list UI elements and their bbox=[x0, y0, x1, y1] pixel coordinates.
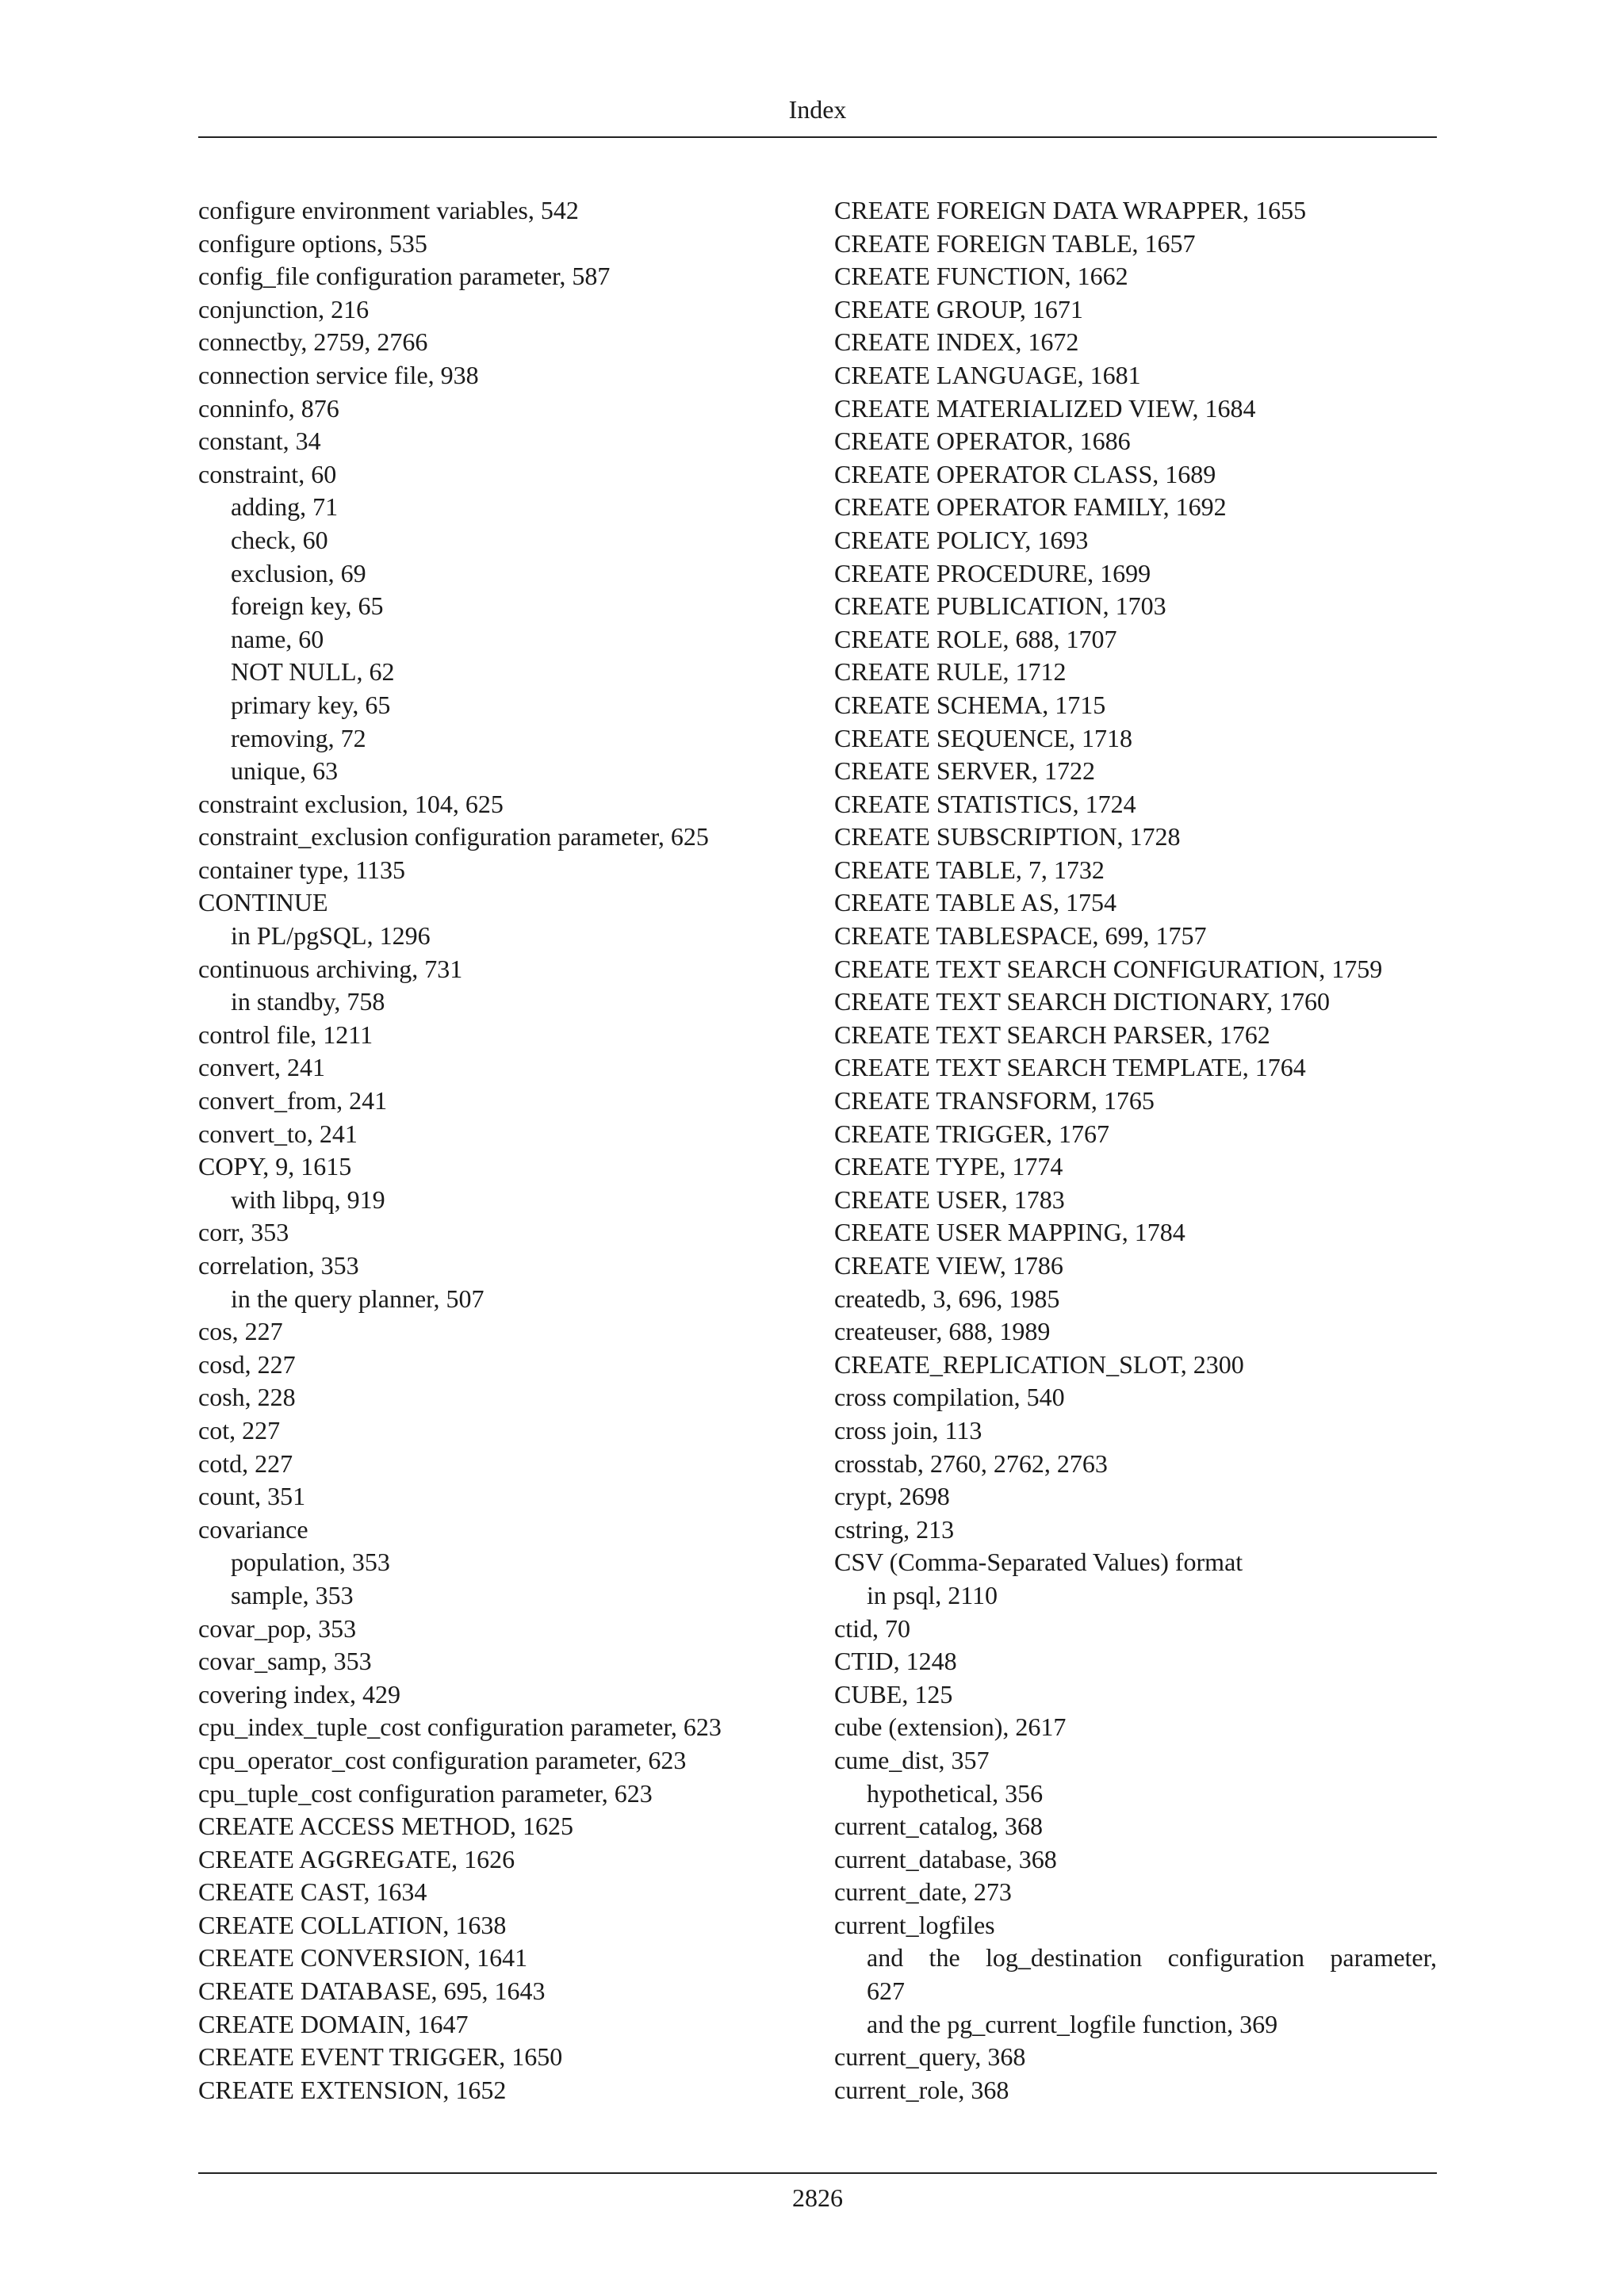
index-entry: count, 351 bbox=[198, 1482, 306, 1511]
index-subentry: in standby, 758 bbox=[231, 987, 385, 1016]
index-entry: correlation, 353 bbox=[198, 1251, 359, 1280]
index-entry: corr, 353 bbox=[198, 1218, 289, 1247]
index-entry: CREATE TEXT SEARCH TEMPLATE, 1764 bbox=[834, 1053, 1306, 1082]
index-entry: CONTINUE bbox=[198, 888, 328, 917]
index-entry: CREATE USER, 1783 bbox=[834, 1184, 1065, 1214]
index-entry: CREATE CAST, 1634 bbox=[198, 1877, 427, 1907]
index-entry: cpu_operator_cost configuration parameter, 623 bbox=[198, 1745, 687, 1774]
index-entry: covar_pop, 353 bbox=[198, 1613, 357, 1643]
index-subentry: 627 bbox=[867, 1976, 905, 2006]
index-entry: CREATE SUBSCRIPTION, 1728 bbox=[834, 822, 1181, 851]
index-entry: CREATE OPERATOR CLASS, 1689 bbox=[834, 459, 1216, 488]
index-entry: current_database, 368 bbox=[834, 1844, 1057, 1873]
index-entry: constant, 34 bbox=[198, 427, 321, 456]
index-entry: cot, 227 bbox=[198, 1415, 281, 1445]
index-subentry: and the log_destination configuration parameter, bbox=[867, 1943, 1437, 1973]
index-entry: CREATE USER MAPPING, 1784 bbox=[834, 1218, 1185, 1247]
index-entry: CREATE SCHEMA, 1715 bbox=[834, 690, 1106, 719]
index-entry: cube (extension), 2617 bbox=[834, 1712, 1067, 1742]
index-entry: CREATE TABLE AS, 1754 bbox=[834, 888, 1116, 917]
index-entry: current_role, 368 bbox=[834, 2075, 1009, 2104]
index-subentry: removing, 72 bbox=[231, 723, 366, 752]
running-header: Index bbox=[788, 95, 847, 124]
index-entry: CREATE FOREIGN DATA WRAPPER, 1655 bbox=[834, 196, 1307, 224]
index-entry: cosd, 227 bbox=[198, 1349, 296, 1379]
index-entry: CREATE TEXT SEARCH CONFIGURATION, 1759 bbox=[834, 954, 1383, 983]
index-entry: conjunction, 216 bbox=[198, 294, 370, 323]
index-entry: configure options, 535 bbox=[198, 228, 427, 258]
index-subentry: check, 60 bbox=[231, 525, 328, 554]
index-entry: convert, 241 bbox=[198, 1053, 325, 1082]
index-entry: CREATE MATERIALIZED VIEW, 1684 bbox=[834, 393, 1256, 423]
index-entry: CREATE INDEX, 1672 bbox=[834, 327, 1079, 357]
index-entry: cume_dist, 357 bbox=[834, 1745, 990, 1774]
index-subentry: population, 353 bbox=[231, 1548, 390, 1577]
index-entry: CREATE COLLATION, 1638 bbox=[198, 1910, 507, 1939]
index-subentry: unique, 63 bbox=[231, 756, 339, 786]
index-entry: createuser, 688, 1989 bbox=[834, 1317, 1051, 1346]
index-subentry: foreign key, 65 bbox=[231, 591, 384, 621]
index-entry: CUBE, 125 bbox=[834, 1679, 953, 1709]
index-entry: constraint_exclusion configuration parameter, 625 bbox=[198, 822, 709, 851]
index-subentry: with libpq, 919 bbox=[231, 1184, 385, 1214]
index-entry: CREATE STATISTICS, 1724 bbox=[834, 789, 1136, 818]
index-entry: conninfo, 876 bbox=[198, 393, 339, 423]
index-entry: cross compilation, 540 bbox=[834, 1383, 1065, 1412]
index-column-left bbox=[198, 194, 817, 2107]
index-subentry: in psql, 2110 bbox=[867, 1580, 998, 1609]
index-entry: CREATE_REPLICATION_SLOT, 2300 bbox=[834, 1349, 1244, 1379]
index-entry: current_date, 273 bbox=[834, 1877, 1012, 1907]
index-entry: CREATE PUBLICATION, 1703 bbox=[834, 591, 1166, 621]
index-entry: CSV (Comma-Separated Values) format bbox=[834, 1548, 1243, 1577]
index-column-right bbox=[834, 194, 1437, 2107]
index-entry: crypt, 2698 bbox=[834, 1482, 950, 1511]
index-entry: current_catalog, 368 bbox=[834, 1812, 1043, 1841]
index-subentry: NOT NULL, 62 bbox=[231, 657, 395, 687]
index-subentry: hypothetical, 356 bbox=[867, 1778, 1044, 1808]
header-rule bbox=[198, 136, 1437, 138]
index-entry: CREATE TRIGGER, 1767 bbox=[834, 1119, 1109, 1148]
index-entry: CREATE VIEW, 1786 bbox=[834, 1251, 1063, 1280]
index-entry: CREATE OPERATOR, 1686 bbox=[834, 427, 1131, 456]
index-entry: CREATE SERVER, 1722 bbox=[834, 756, 1096, 786]
index-entry: CREATE AGGREGATE, 1626 bbox=[198, 1844, 515, 1873]
index-entry: CREATE SEQUENCE, 1718 bbox=[834, 723, 1132, 752]
index-entry: cos, 227 bbox=[198, 1317, 283, 1346]
index-entry: CREATE RULE, 1712 bbox=[834, 657, 1067, 687]
index-subentry: in PL/pgSQL, 1296 bbox=[231, 921, 431, 951]
index-entry: cosh, 228 bbox=[198, 1383, 296, 1412]
index-entry: CREATE EVENT TRIGGER, 1650 bbox=[198, 2042, 563, 2072]
index-entry: CREATE EXTENSION, 1652 bbox=[198, 2075, 507, 2104]
index-entry: constraint exclusion, 104, 625 bbox=[198, 789, 504, 818]
index-entry: constraint, 60 bbox=[198, 459, 337, 488]
index-entry: covariance bbox=[198, 1514, 308, 1544]
index-entry: cross join, 113 bbox=[834, 1415, 982, 1445]
index-entry: COPY, 9, 1615 bbox=[198, 1152, 352, 1181]
index-subentry: in the query planner, 507 bbox=[231, 1284, 485, 1313]
index-entry: CTID, 1248 bbox=[834, 1647, 957, 1676]
index-entry: CREATE ROLE, 688, 1707 bbox=[834, 624, 1117, 653]
index-entry: CREATE TEXT SEARCH DICTIONARY, 1760 bbox=[834, 987, 1330, 1016]
index-entry: ctid, 70 bbox=[834, 1613, 910, 1643]
index-entry: covering index, 429 bbox=[198, 1679, 401, 1709]
index-subentry: name, 60 bbox=[231, 624, 324, 653]
index-subentry: sample, 353 bbox=[231, 1580, 354, 1609]
index-entry: CREATE GROUP, 1671 bbox=[834, 294, 1083, 323]
index-entry: covar_samp, 353 bbox=[198, 1647, 372, 1676]
index-entry: CREATE FUNCTION, 1662 bbox=[834, 262, 1128, 291]
index-entry: cpu_index_tuple_cost configuration parameter, 623 bbox=[198, 1712, 722, 1742]
index-entry: CREATE ACCESS METHOD, 1625 bbox=[198, 1812, 573, 1841]
index-entry: createdb, 3, 696, 1985 bbox=[834, 1284, 1060, 1313]
index-entry: connection service file, 938 bbox=[198, 360, 479, 389]
index-entry: CREATE CONVERSION, 1641 bbox=[198, 1943, 528, 1973]
index-entry: connectby, 2759, 2766 bbox=[198, 327, 428, 357]
index-entry: CREATE TABLE, 7, 1732 bbox=[834, 855, 1105, 884]
index-subentry: adding, 71 bbox=[231, 492, 339, 522]
index-entry: CREATE TRANSFORM, 1765 bbox=[834, 1086, 1155, 1115]
index-entry: continuous archiving, 731 bbox=[198, 954, 463, 983]
index-entry: CREATE DOMAIN, 1647 bbox=[198, 2009, 469, 2038]
index-entry: control file, 1211 bbox=[198, 1020, 373, 1049]
index-entry: CREATE TEXT SEARCH PARSER, 1762 bbox=[834, 1020, 1270, 1049]
page-number: 2826 bbox=[792, 2183, 843, 2212]
index-subentry: exclusion, 69 bbox=[231, 558, 366, 587]
index-entry: convert_to, 241 bbox=[198, 1119, 358, 1148]
index-subentry: primary key, 65 bbox=[231, 690, 391, 719]
index-entry: cotd, 227 bbox=[198, 1448, 293, 1478]
index-entry: current_query, 368 bbox=[834, 2042, 1026, 2072]
index-entry: CREATE OPERATOR FAMILY, 1692 bbox=[834, 492, 1227, 522]
index-subentry: and the pg_current_logfile function, 369 bbox=[867, 2009, 1278, 2038]
index-entry: CREATE POLICY, 1693 bbox=[834, 525, 1089, 554]
index-entry: cpu_tuple_cost configuration parameter, 623 bbox=[198, 1778, 653, 1808]
index-entry: current_logfiles bbox=[834, 1910, 995, 1939]
index-entry: config_file configuration parameter, 587 bbox=[198, 262, 611, 291]
index-entry: crosstab, 2760, 2762, 2763 bbox=[834, 1448, 1108, 1478]
index-entry: CREATE TYPE, 1774 bbox=[834, 1152, 1063, 1181]
index-entry: CREATE LANGUAGE, 1681 bbox=[834, 360, 1141, 389]
index-entry: configure environment variables, 542 bbox=[198, 196, 579, 224]
index-entry: CREATE DATABASE, 695, 1643 bbox=[198, 1976, 546, 2006]
footer-rule bbox=[198, 2172, 1437, 2174]
index-entry: cstring, 213 bbox=[834, 1514, 955, 1544]
index-entry: CREATE FOREIGN TABLE, 1657 bbox=[834, 228, 1196, 258]
index-entry: convert_from, 241 bbox=[198, 1086, 388, 1115]
index-entry: CREATE PROCEDURE, 1699 bbox=[834, 558, 1151, 587]
index-entry: CREATE TABLESPACE, 699, 1757 bbox=[834, 921, 1207, 951]
index-entry: container type, 1135 bbox=[198, 855, 405, 884]
